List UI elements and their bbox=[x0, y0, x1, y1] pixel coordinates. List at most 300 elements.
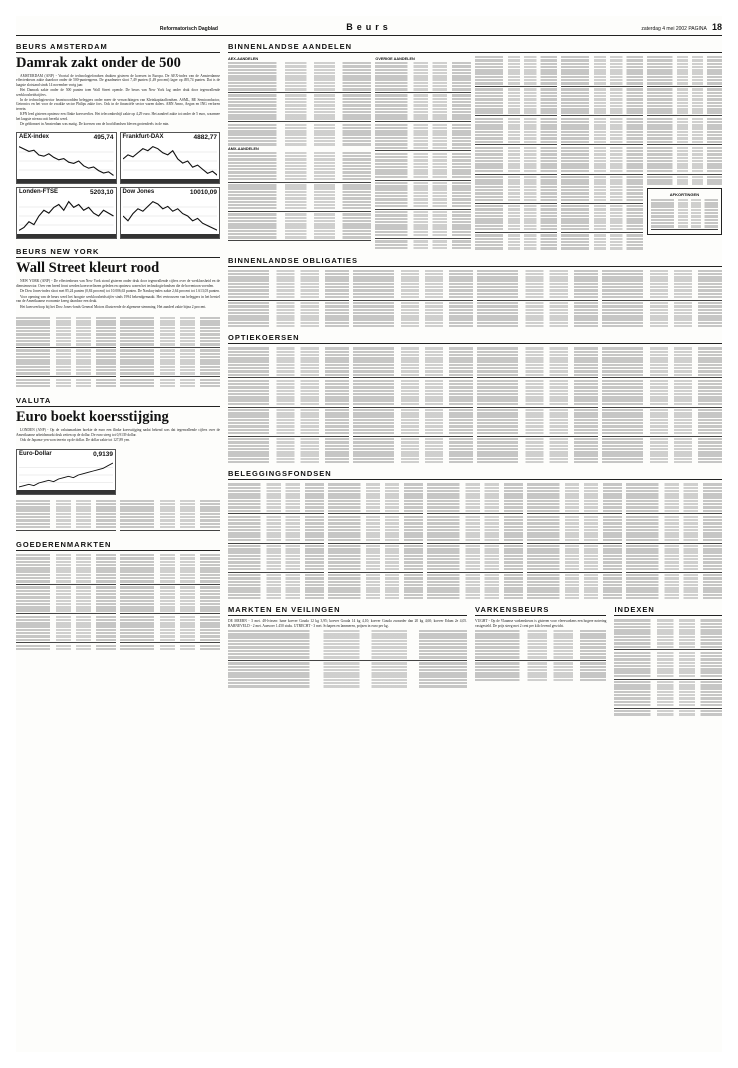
table-row bbox=[228, 660, 467, 661]
table-row bbox=[626, 487, 722, 489]
section-indexen: INDEXEN bbox=[614, 605, 722, 616]
table-row bbox=[228, 347, 349, 349]
table-row bbox=[561, 228, 643, 230]
table-row bbox=[602, 380, 723, 382]
table-row bbox=[353, 309, 474, 311]
chart-title: Frankfurt-DAX bbox=[122, 134, 164, 141]
table-row bbox=[16, 616, 116, 618]
table-row bbox=[602, 357, 723, 359]
dense-table bbox=[614, 619, 722, 715]
table-row bbox=[475, 244, 557, 246]
table-row bbox=[228, 312, 349, 314]
table-row bbox=[475, 669, 606, 671]
table-row bbox=[475, 115, 557, 116]
table-row bbox=[228, 496, 324, 498]
table-row bbox=[228, 293, 349, 295]
table-row bbox=[475, 86, 557, 87]
table-row bbox=[427, 487, 523, 489]
table-row bbox=[527, 545, 623, 547]
table-row bbox=[561, 232, 643, 233]
table-row bbox=[16, 519, 116, 521]
table-row bbox=[228, 545, 324, 547]
table-row bbox=[16, 369, 116, 371]
table-row bbox=[647, 157, 722, 159]
table-row bbox=[353, 370, 474, 372]
table-row bbox=[651, 199, 718, 201]
table-row bbox=[228, 69, 371, 71]
table-row bbox=[647, 72, 722, 74]
table-row bbox=[602, 347, 723, 349]
table-row bbox=[375, 130, 471, 132]
table-row bbox=[16, 362, 116, 364]
table-row bbox=[375, 75, 471, 77]
table-row bbox=[527, 483, 623, 485]
table-row bbox=[477, 451, 598, 453]
table-row bbox=[602, 438, 723, 440]
table-row bbox=[353, 374, 474, 376]
table-row bbox=[527, 594, 623, 596]
table-row bbox=[647, 86, 722, 87]
table-row bbox=[228, 574, 324, 576]
table-row bbox=[427, 543, 523, 544]
masthead-section: Beurs bbox=[346, 22, 392, 32]
table-row bbox=[228, 121, 371, 122]
table-row bbox=[626, 503, 722, 505]
table-row bbox=[228, 672, 467, 674]
table-row bbox=[614, 655, 722, 657]
table-row bbox=[602, 286, 723, 288]
table-row bbox=[120, 561, 220, 563]
table-row bbox=[16, 580, 116, 582]
article-paragraph: Ook de Japanse yen won terrein op de dollar. De dollar zakte tot 127,89 yen. bbox=[20, 438, 131, 443]
table-row bbox=[375, 211, 471, 213]
table-row bbox=[527, 561, 623, 563]
table-row bbox=[228, 662, 467, 664]
chart-title: Dow Jones bbox=[122, 189, 155, 196]
table-row bbox=[626, 522, 722, 524]
table-row bbox=[477, 429, 598, 431]
table-row bbox=[475, 108, 557, 110]
table-row bbox=[228, 526, 324, 528]
table-row bbox=[614, 665, 722, 667]
table-row bbox=[475, 76, 557, 78]
chart-value: 495,74 bbox=[93, 134, 114, 142]
table-row bbox=[228, 296, 349, 298]
table-row bbox=[16, 639, 116, 641]
table-row bbox=[228, 322, 349, 324]
table-row bbox=[16, 327, 116, 329]
table-row bbox=[228, 393, 349, 395]
table-row bbox=[375, 192, 471, 194]
table-row bbox=[614, 681, 722, 683]
table-row bbox=[353, 293, 474, 295]
table-row bbox=[353, 283, 474, 285]
table-row bbox=[353, 289, 474, 291]
table-row bbox=[228, 669, 467, 671]
table-row bbox=[375, 214, 471, 216]
table-row bbox=[328, 510, 424, 512]
table-row bbox=[228, 432, 349, 434]
table-row bbox=[328, 535, 424, 537]
table-row bbox=[561, 141, 643, 143]
table-row bbox=[328, 522, 424, 524]
table-row bbox=[427, 597, 523, 599]
article-paragraph: KPN leed gisteren opnieuw een flinke koersverlies. Het telecombedrijf zakte op 4,29 euro. Het aandeel zakte tot onder de 5 euro, waarmee het laagste niveau ooit bereikt werd. bbox=[16, 112, 220, 121]
table-row bbox=[228, 451, 349, 453]
table-row bbox=[602, 432, 723, 434]
table-row bbox=[353, 296, 474, 298]
indexen bbox=[614, 605, 722, 716]
table-row bbox=[475, 160, 557, 162]
table-row bbox=[228, 548, 324, 550]
table-label-overige: OVERIGE AANDELEN bbox=[375, 57, 415, 61]
table-row bbox=[561, 225, 643, 227]
table-row bbox=[475, 127, 557, 129]
table-row bbox=[602, 276, 723, 278]
table-row bbox=[16, 622, 116, 624]
table-row bbox=[527, 506, 623, 508]
dense-table bbox=[228, 347, 349, 463]
table-row bbox=[375, 180, 471, 181]
table-row bbox=[228, 82, 371, 84]
table-row bbox=[647, 147, 722, 149]
table-row bbox=[647, 118, 722, 120]
table-row bbox=[477, 458, 598, 460]
table-row bbox=[427, 526, 523, 528]
table-row bbox=[228, 377, 349, 378]
table-row bbox=[475, 666, 606, 668]
table-row bbox=[647, 121, 722, 123]
article-paragraph: NEW YORK (ANP) - De effectenbeurs van New York stond gisteren onder druk door tegenvallende cijfers over de werkloosheid en de dienstensector. Over een breed front werden koersverliezen geleden en opnieuw waren het technologiefondsen die de boventoon voerden. bbox=[16, 279, 220, 288]
table-row bbox=[353, 300, 474, 301]
table-row bbox=[427, 581, 523, 583]
table-row bbox=[353, 441, 474, 443]
table-row bbox=[477, 407, 598, 408]
table-row bbox=[228, 354, 349, 356]
table-row bbox=[375, 150, 471, 151]
table-row bbox=[228, 374, 349, 376]
table-row bbox=[328, 506, 424, 508]
table-row bbox=[228, 72, 371, 74]
table-row bbox=[228, 458, 349, 460]
table-row bbox=[614, 668, 722, 670]
table-row bbox=[626, 493, 722, 495]
table-row bbox=[602, 318, 723, 320]
table-row bbox=[475, 105, 557, 107]
chart-euro-dollar bbox=[16, 449, 116, 495]
table-row bbox=[120, 603, 220, 605]
table-row bbox=[602, 396, 723, 398]
table-row bbox=[475, 147, 557, 149]
table-row bbox=[475, 59, 557, 61]
newspaper-page bbox=[16, 16, 722, 1052]
table-row bbox=[427, 587, 523, 589]
table-row bbox=[353, 305, 474, 307]
table-row bbox=[120, 366, 220, 368]
table-row bbox=[228, 165, 371, 167]
table-row bbox=[614, 675, 722, 677]
table-row bbox=[527, 522, 623, 524]
table-row bbox=[561, 118, 643, 120]
table-row bbox=[527, 568, 623, 570]
table-row bbox=[328, 551, 424, 553]
table-row bbox=[228, 370, 349, 372]
table-row bbox=[120, 557, 220, 559]
article-paragraph: LONDEN (ANP) - Op de valutamarkten boekte de euro een flinke koersstijging nadat bekend was dat tegenvallende cijfers over de Amerikaanse arbeidsmarkt druk zetten op de dollar. De euro steeg tot 0,9139 dollar. bbox=[16, 428, 220, 437]
table-row bbox=[561, 189, 643, 191]
table-row bbox=[120, 600, 220, 602]
table-row bbox=[477, 393, 598, 395]
table-row bbox=[353, 383, 474, 385]
table-row bbox=[475, 633, 606, 635]
table-row bbox=[651, 205, 718, 207]
table-row bbox=[16, 557, 116, 559]
table-row bbox=[614, 671, 722, 673]
bottom-sections bbox=[228, 605, 722, 716]
table-row bbox=[561, 108, 643, 110]
table-row bbox=[328, 555, 424, 557]
valuta-tables bbox=[16, 500, 220, 532]
table-row bbox=[427, 594, 523, 596]
table-row bbox=[375, 140, 471, 142]
table-row bbox=[328, 597, 424, 599]
table-row bbox=[647, 150, 722, 152]
table-row bbox=[602, 407, 723, 408]
table-row bbox=[561, 221, 643, 223]
table-row bbox=[16, 590, 116, 592]
table-row bbox=[602, 403, 723, 405]
table-row bbox=[626, 551, 722, 553]
table-row bbox=[16, 343, 116, 345]
goederen-tables bbox=[16, 554, 220, 651]
table-row bbox=[16, 503, 116, 505]
table-row bbox=[427, 532, 523, 534]
table-row bbox=[228, 516, 324, 518]
table-row bbox=[475, 238, 557, 240]
table-row bbox=[477, 380, 598, 382]
table-row bbox=[228, 643, 467, 645]
table-row bbox=[427, 483, 523, 485]
section-varkensbeurs: VARKENSBEURS bbox=[475, 605, 606, 616]
table-row bbox=[228, 409, 349, 411]
table-row bbox=[427, 522, 523, 524]
table-row bbox=[228, 396, 349, 398]
table-row bbox=[228, 666, 467, 668]
table-row bbox=[475, 660, 606, 661]
table-row bbox=[602, 354, 723, 356]
table-row bbox=[228, 519, 324, 521]
table-row bbox=[477, 386, 598, 388]
table-row bbox=[475, 225, 557, 227]
table-row bbox=[561, 95, 643, 97]
table-row bbox=[16, 379, 116, 381]
table-row bbox=[561, 212, 643, 214]
table-row bbox=[475, 232, 557, 233]
table-row bbox=[228, 490, 324, 492]
table-row bbox=[228, 500, 324, 502]
masthead bbox=[16, 16, 722, 36]
table-row bbox=[228, 117, 371, 119]
table-row bbox=[427, 584, 523, 586]
table-row bbox=[120, 554, 220, 556]
section-obligaties: BINNENLANDSE OBLIGATIES bbox=[228, 256, 722, 267]
table-row bbox=[427, 551, 523, 553]
table-row bbox=[228, 503, 324, 505]
table-row bbox=[477, 383, 598, 385]
table-row bbox=[228, 636, 467, 638]
aex-amx-block bbox=[228, 56, 371, 251]
table-row bbox=[427, 590, 523, 592]
table-row bbox=[427, 510, 523, 512]
table-row bbox=[375, 172, 471, 174]
table-row bbox=[120, 356, 220, 358]
table-row bbox=[16, 382, 116, 384]
table-row bbox=[120, 500, 220, 502]
table-row bbox=[228, 429, 349, 431]
table-row bbox=[561, 102, 643, 104]
table-row bbox=[477, 461, 598, 463]
table-row bbox=[328, 496, 424, 498]
table-row bbox=[561, 127, 643, 129]
table-row bbox=[228, 633, 467, 635]
chart-value: 10010,09 bbox=[189, 189, 217, 197]
table-row bbox=[228, 380, 349, 382]
table-row bbox=[475, 137, 557, 139]
table-row bbox=[353, 386, 474, 388]
table-row bbox=[328, 594, 424, 596]
table-row bbox=[120, 629, 220, 631]
masthead-date bbox=[512, 22, 722, 32]
chart-footer bbox=[121, 234, 220, 238]
table-goederen-right bbox=[120, 554, 220, 651]
table-row bbox=[120, 519, 220, 521]
table-row bbox=[228, 558, 324, 560]
table-row bbox=[427, 513, 523, 514]
table-row bbox=[602, 360, 723, 362]
table-row bbox=[477, 357, 598, 359]
table-row bbox=[647, 102, 722, 104]
table-row bbox=[647, 144, 722, 145]
dense-table bbox=[647, 56, 722, 185]
table-row bbox=[602, 445, 723, 447]
table-amerikaanse-koersen bbox=[16, 317, 116, 388]
table-row bbox=[475, 69, 557, 71]
table-row bbox=[602, 441, 723, 443]
table-row bbox=[475, 653, 606, 655]
table-row bbox=[602, 364, 723, 366]
table-row bbox=[527, 503, 623, 505]
table-row bbox=[427, 493, 523, 495]
table-row bbox=[16, 376, 116, 377]
table-row bbox=[353, 270, 474, 272]
table-row bbox=[228, 572, 324, 573]
table-row bbox=[647, 166, 722, 168]
dense-table bbox=[602, 270, 723, 328]
table-row bbox=[353, 422, 474, 424]
table-row bbox=[228, 204, 371, 206]
table-row bbox=[475, 182, 557, 184]
table-row bbox=[16, 570, 116, 572]
table-row bbox=[328, 493, 424, 495]
table-row bbox=[477, 312, 598, 314]
table-row bbox=[647, 108, 722, 110]
table-row bbox=[16, 500, 116, 502]
table-row bbox=[475, 179, 557, 181]
table-row bbox=[647, 88, 722, 90]
table-row bbox=[120, 317, 220, 319]
fondsen-col bbox=[427, 483, 523, 600]
table-row bbox=[353, 412, 474, 414]
table-row bbox=[602, 425, 723, 427]
table-row bbox=[602, 293, 723, 295]
table-row bbox=[647, 176, 722, 178]
table-row bbox=[16, 513, 116, 515]
table-row bbox=[477, 309, 598, 311]
table-row bbox=[561, 244, 643, 246]
article-paragraph: De Dow Jones-index sloot met 85,24 punten (0,84 procent) tot 10.006,63 punten. De Nasdaq-index zakte 2,64 procent tot 1.613,03 punten. bbox=[20, 289, 220, 294]
dense-table bbox=[626, 483, 722, 599]
table-row bbox=[602, 370, 723, 372]
table-row bbox=[375, 195, 471, 197]
table-row bbox=[228, 568, 324, 570]
table-row bbox=[561, 76, 643, 78]
table-row bbox=[228, 305, 349, 307]
table-row bbox=[375, 111, 471, 113]
opties-col bbox=[602, 347, 723, 464]
table-row bbox=[477, 360, 598, 362]
table-row bbox=[647, 182, 722, 184]
headline-amsterdam: Damrak zakt onder de 500 bbox=[16, 55, 181, 71]
table-row bbox=[561, 153, 643, 155]
table-row bbox=[375, 133, 471, 135]
dense-table bbox=[651, 199, 718, 230]
table-row bbox=[626, 574, 722, 576]
table-row bbox=[228, 98, 371, 100]
table-row bbox=[120, 513, 220, 515]
table-row bbox=[228, 191, 371, 193]
table-row bbox=[475, 228, 557, 230]
table-row bbox=[375, 240, 471, 242]
table-row bbox=[602, 399, 723, 401]
table-row bbox=[228, 273, 349, 275]
table-row bbox=[120, 593, 220, 595]
table-row bbox=[228, 194, 371, 196]
table-row bbox=[375, 137, 471, 139]
table-row bbox=[228, 399, 349, 401]
table-row bbox=[626, 555, 722, 557]
table-row bbox=[602, 305, 723, 307]
table-row bbox=[328, 513, 424, 514]
table-row bbox=[477, 283, 598, 285]
dense-table bbox=[228, 630, 467, 688]
table-row bbox=[561, 215, 643, 217]
table-row bbox=[427, 539, 523, 541]
table-row bbox=[16, 320, 116, 322]
table-row bbox=[228, 315, 349, 317]
table-row bbox=[475, 82, 557, 84]
table-row bbox=[328, 577, 424, 579]
table-row bbox=[120, 353, 220, 355]
obligaties-col bbox=[228, 270, 349, 329]
table-row bbox=[16, 530, 116, 531]
table-row bbox=[375, 94, 471, 96]
table-row bbox=[626, 539, 722, 541]
table-row bbox=[228, 386, 349, 388]
table-row bbox=[120, 340, 220, 342]
table-row bbox=[328, 545, 424, 547]
table-row bbox=[353, 357, 474, 359]
obligaties-tables bbox=[228, 270, 722, 329]
